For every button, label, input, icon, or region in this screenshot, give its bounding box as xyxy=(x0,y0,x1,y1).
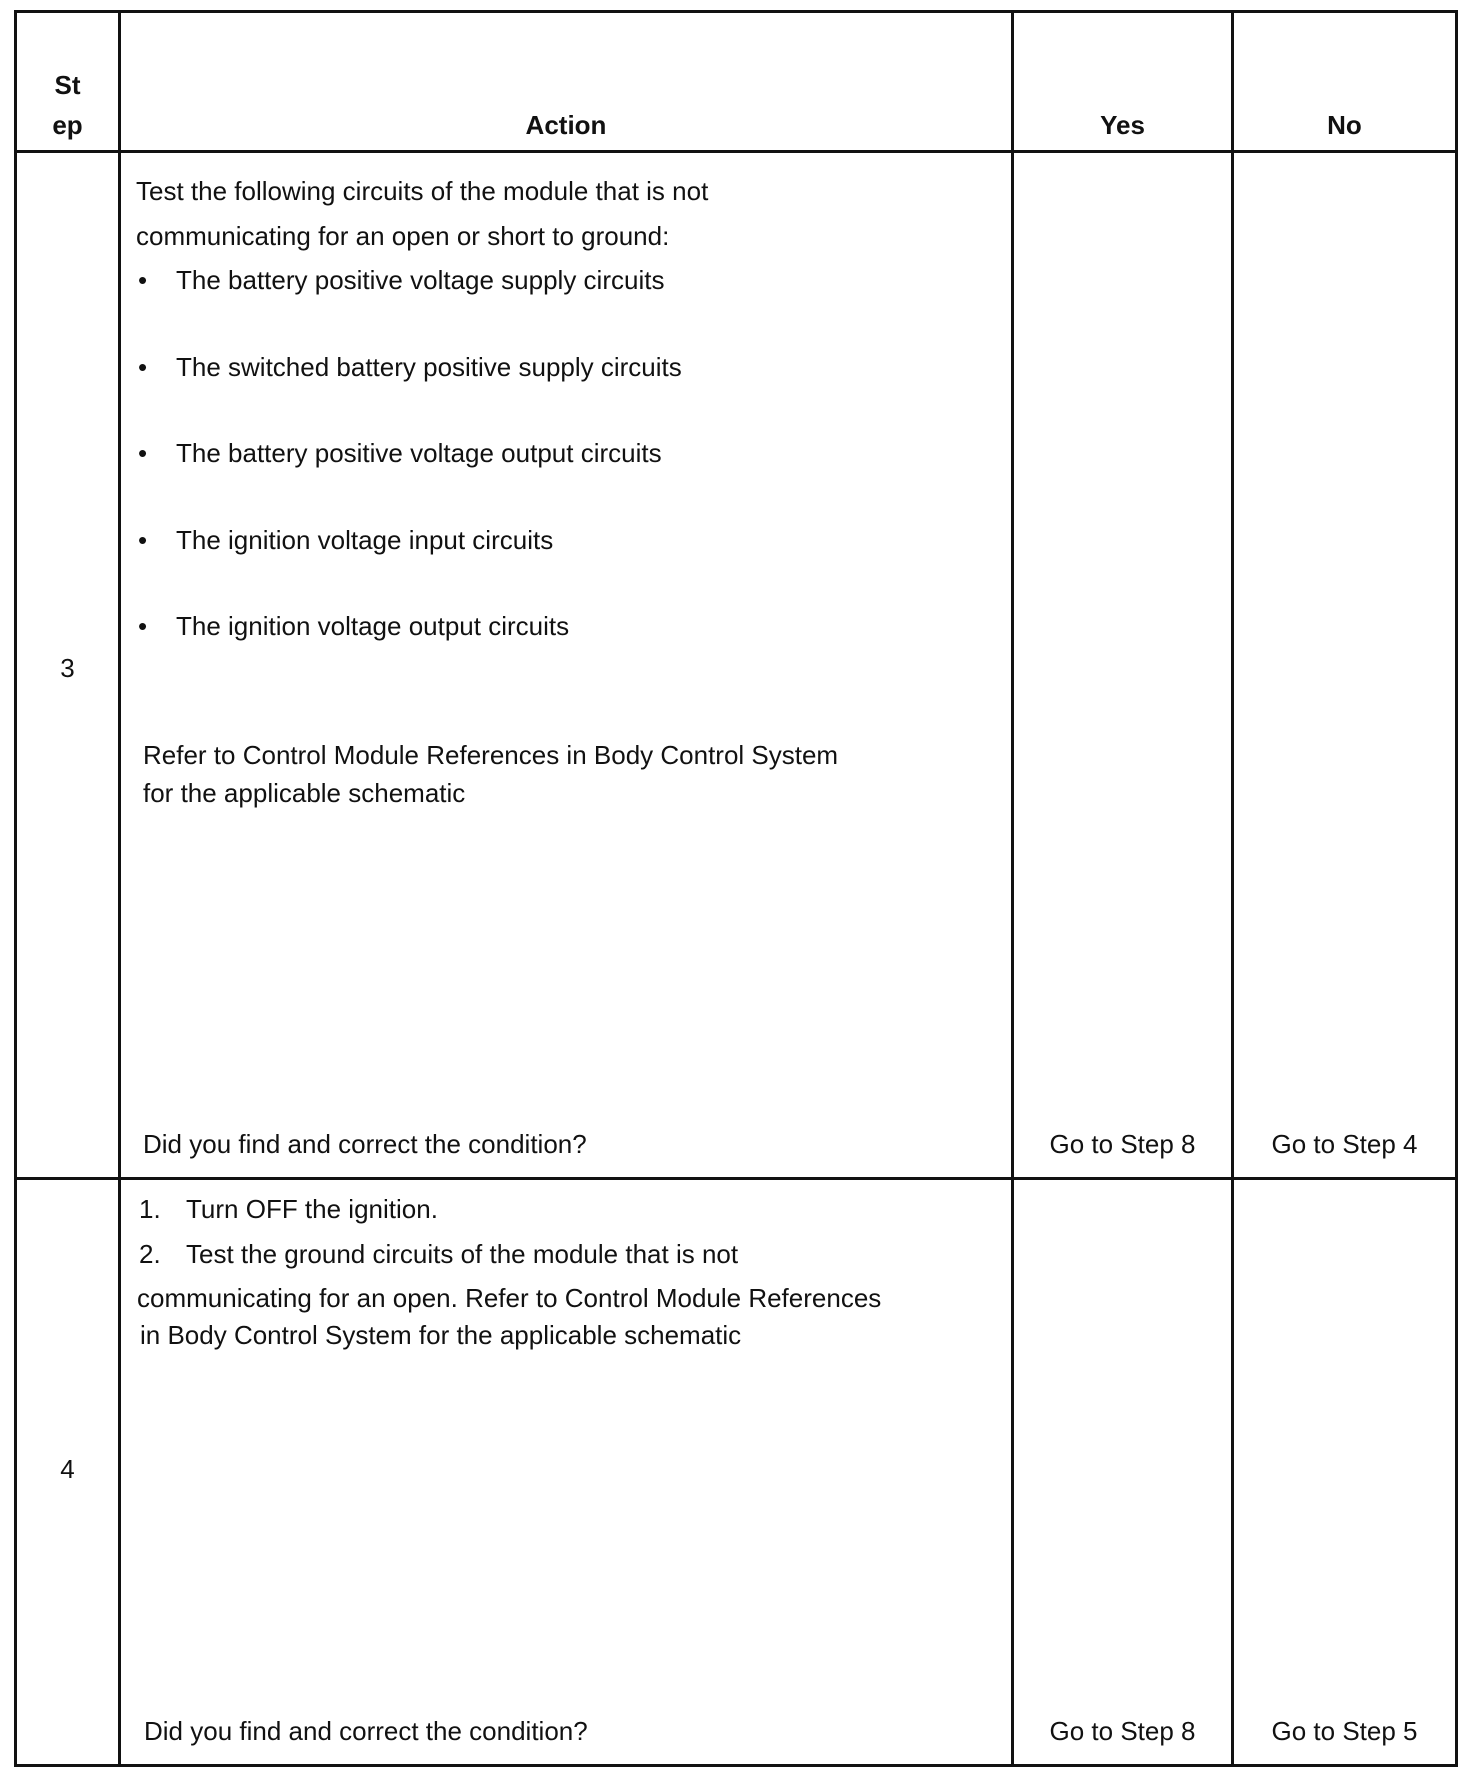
column-divider-yes xyxy=(1231,10,1234,1767)
header-step-line1: St xyxy=(54,70,81,100)
table-border-left xyxy=(14,10,17,1767)
list-item-text: Turn OFF the ignition. xyxy=(186,1194,438,1224)
action-intro-line2: communicating for an open or short to ground: xyxy=(136,221,670,251)
header-row-divider xyxy=(14,150,1458,153)
list-item-text: Test the ground circuits of the module that is not xyxy=(186,1239,739,1269)
bullet-marker: • xyxy=(138,265,148,295)
bullet-item: The battery positive voltage output circuits xyxy=(176,438,662,468)
step-number: 3 xyxy=(60,653,75,683)
row-divider xyxy=(14,1177,1458,1180)
bullet-marker: • xyxy=(138,352,148,382)
bullet-marker: • xyxy=(138,438,148,468)
no-result: Go to Step 5 xyxy=(1271,1716,1418,1746)
table-border-bottom xyxy=(14,1764,1458,1767)
continuation-line2: in Body Control System for the applicable schematic xyxy=(140,1320,742,1350)
column-divider-step xyxy=(118,10,121,1767)
list-item-number: 1. xyxy=(139,1194,161,1224)
bullet-item: The ignition voltage output circuits xyxy=(176,611,570,641)
refer-line2: for the applicable schematic xyxy=(143,778,466,808)
question-text: Did you find and correct the condition? xyxy=(144,1716,588,1746)
yes-result: Go to Step 8 xyxy=(1049,1716,1196,1746)
bullet-item: The battery positive voltage supply circuits xyxy=(176,265,665,295)
list-item-number: 2. xyxy=(139,1239,161,1269)
header-action: Action xyxy=(525,110,607,140)
yes-result: Go to Step 8 xyxy=(1049,1129,1196,1159)
no-result: Go to Step 4 xyxy=(1271,1129,1418,1159)
header-no: No xyxy=(1327,110,1362,140)
continuation-line1: communicating for an open. Refer to Control Module References xyxy=(137,1283,882,1313)
bullet-item: The ignition voltage input circuits xyxy=(176,525,554,555)
bullet-marker: • xyxy=(138,611,148,641)
refer-line1: Refer to Control Module References in Body Control System xyxy=(143,740,839,770)
bullet-marker: • xyxy=(138,525,148,555)
bullet-item: The switched battery positive supply circuits xyxy=(176,352,682,382)
table-border-right xyxy=(1455,10,1458,1767)
header-yes: Yes xyxy=(1100,110,1145,140)
header-step-line2: ep xyxy=(52,110,83,140)
column-divider-action xyxy=(1011,10,1014,1767)
table-border-top xyxy=(14,10,1458,13)
action-intro-line1: Test the following circuits of the module that is not xyxy=(136,176,709,206)
step-number: 4 xyxy=(60,1454,75,1484)
question-text: Did you find and correct the condition? xyxy=(143,1129,587,1159)
